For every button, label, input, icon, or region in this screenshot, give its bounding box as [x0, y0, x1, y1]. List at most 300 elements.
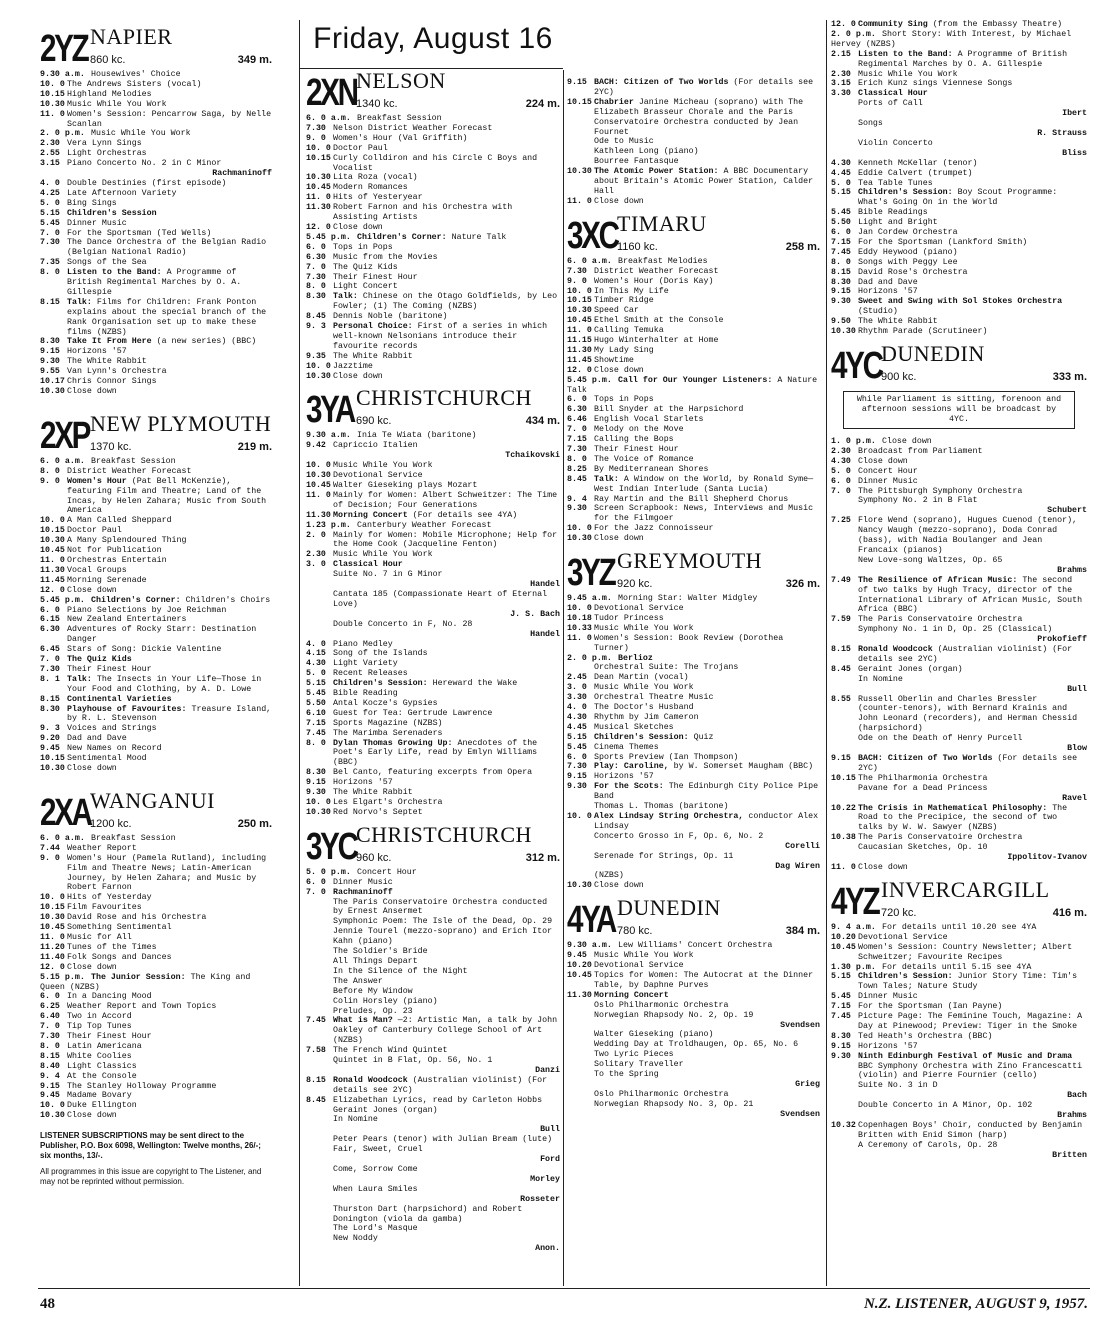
programme-text — [858, 516, 1082, 565]
programme-entry — [306, 1165, 560, 1185]
programme-time: 5.45 — [567, 742, 587, 752]
programme-text — [333, 689, 398, 698]
programme-text — [67, 179, 226, 188]
programme-time: 8.15 — [40, 694, 60, 704]
programme-time: 10.15 — [567, 97, 592, 107]
programme-entry — [831, 923, 1087, 933]
programme-time: 5.15 — [831, 972, 851, 982]
programme-entry — [306, 808, 560, 818]
programme-text — [858, 218, 938, 227]
programme-entry — [40, 1091, 272, 1101]
programme-time: 9.30 — [306, 788, 326, 798]
programme-entry — [306, 669, 560, 679]
programme-time: 10.30 — [567, 881, 592, 891]
programme-entry — [567, 1090, 820, 1120]
programme-text — [67, 744, 162, 753]
programme-entry — [306, 134, 560, 144]
programme-time: 12. 0 — [831, 20, 856, 29]
station-header — [831, 876, 1087, 923]
programme-time: 7.45 — [831, 247, 851, 257]
programme-detail: Bel Canto, featuring excerpts from Opera — [333, 768, 533, 778]
programme-text — [858, 695, 1082, 744]
station-frequency: 1370 kc. — [90, 440, 132, 453]
programme-time: 1.30 p.m. — [831, 962, 876, 972]
composer: Anon. — [535, 1244, 560, 1254]
programme-detail: Their Finest Hour — [594, 445, 679, 454]
programme-entry — [40, 209, 272, 219]
column-1 — [40, 20, 277, 1187]
programme-heading: Children's Session: — [594, 732, 694, 742]
programme-entry — [567, 812, 820, 852]
programme-entry — [831, 1062, 1087, 1102]
programme-entry — [831, 119, 1087, 139]
programme-time: 9.15 — [831, 1041, 851, 1051]
programme-time: 4. 0 — [306, 639, 326, 649]
programme-detail: Jan Cordew Orchestra — [858, 228, 958, 238]
programme-text — [67, 655, 132, 664]
programme-detail: Horizons '57 — [858, 287, 918, 297]
programme-detail: Close down — [594, 881, 644, 891]
programme-detail: At the Console — [67, 1071, 137, 1081]
programme-detail: David Rose and his Orchestra — [67, 913, 207, 923]
programme-time: 9.30 — [40, 357, 60, 367]
composer: Bull — [1067, 684, 1087, 694]
programme-time: 10. 0 — [567, 524, 592, 534]
programme-time: 8. 0 — [306, 282, 326, 292]
programme-detail: Peter Pears (tenor) with Julian Bream (lute) Fair, Sweet, Cruel — [333, 1135, 553, 1155]
programme-time: 12. 0 — [306, 222, 331, 232]
station-callsign: 3YA — [306, 389, 354, 432]
programme-detail: (Studio) — [858, 307, 898, 317]
programme-time: 5.45 p.m. — [40, 595, 85, 605]
programme-time: 10. 0 — [567, 286, 592, 296]
programme-text — [67, 724, 157, 733]
copyright-notice: All programmes in this issue are copyright to The Listener, and may not be reprinted without permission. — [40, 1167, 262, 1187]
programme-text — [594, 336, 718, 345]
programme-text — [67, 1042, 142, 1051]
programme-time: 5. 0 — [831, 178, 851, 188]
programme-text — [333, 1096, 542, 1125]
programme-entry — [40, 219, 272, 229]
programme-detail: A Nature Talk — [567, 375, 823, 395]
programme-time: 10.15 — [567, 296, 592, 306]
programme-detail: by W. Somerset Maugham (BBC) — [673, 762, 814, 772]
programme-text — [858, 179, 933, 188]
programme-detail: Tip Top Tunes — [67, 1022, 132, 1032]
programme-time: 10.15 — [40, 903, 65, 913]
programme-text — [333, 243, 393, 252]
programme-entry — [40, 1072, 272, 1082]
programme-text — [67, 357, 147, 366]
programme-entry — [306, 521, 560, 531]
programme-time: 10.45 — [40, 923, 65, 933]
programme-detail: Women's Session: Book Review (Dorothea Turner) — [594, 633, 789, 653]
programme-detail: Women's Session: Pencarrow Saga, by Nelle Scanlan — [67, 109, 277, 129]
programme-entry — [306, 233, 560, 243]
programme-entry — [40, 576, 272, 586]
programme-detail: For the Sportsman (Ted Wells) — [67, 228, 212, 238]
programme-entry — [40, 724, 272, 734]
footer-rule — [38, 1288, 1090, 1289]
programme-time: 10.30 — [40, 1111, 65, 1121]
programme-entry — [567, 1030, 820, 1089]
programme-detail: The French Wind Quintet Quintet in B Flat, Op. 56, No. 1 — [333, 1046, 493, 1066]
programme-entry — [567, 524, 820, 534]
programme-time: 8.15 — [831, 645, 851, 655]
programme-entry — [306, 372, 560, 382]
programme-heading: Morning Concert — [594, 990, 669, 1000]
programme-text — [333, 669, 408, 678]
programme-entry — [306, 1185, 560, 1205]
programme-detail: Tunes of the Times — [67, 942, 157, 952]
programme-text — [858, 1101, 1032, 1110]
programme-text — [594, 534, 644, 543]
programme-entry — [831, 208, 1087, 218]
programme-text — [594, 614, 664, 623]
composer: Ford — [540, 1155, 560, 1165]
programme-time: 3.15 — [40, 159, 60, 169]
programme-time: 11. 0 — [40, 555, 65, 565]
programme-entry — [567, 504, 820, 524]
programme-time: 5.45 — [306, 689, 326, 699]
station-city: CHRISTCHURCH — [356, 821, 532, 847]
programme-entry — [306, 868, 560, 878]
programme-entry — [306, 709, 560, 719]
programme-text — [333, 739, 542, 768]
programme-entry — [306, 798, 560, 808]
programme-text — [333, 352, 413, 361]
programme-text — [67, 516, 172, 525]
programme-detail: Mainly for Women: Albert Schweitzer: The Time of Decision; Four Generations — [333, 490, 563, 510]
programme-detail: Close down — [858, 456, 908, 466]
programme-time: 9.15 — [40, 1081, 60, 1091]
programme-entry — [306, 640, 560, 650]
programme-time: 10.17 — [40, 377, 65, 387]
programme-entry — [306, 719, 560, 729]
programme-time: 9.15 — [567, 772, 587, 782]
programme-entry — [40, 268, 272, 298]
programme-entry — [831, 695, 1087, 754]
programme-entry — [831, 467, 1087, 477]
station-frequency: 1340 kc. — [356, 98, 398, 110]
programme-time: 9.30 — [831, 297, 851, 307]
programme-entry — [306, 570, 560, 590]
programme-entry — [306, 1076, 560, 1096]
programme-time: 8.25 — [567, 464, 587, 474]
programme-entry — [40, 665, 272, 675]
programme-detail: Melody on the Move — [594, 425, 684, 435]
programme-entry — [306, 203, 560, 223]
programme-detail: Dean Martin (vocal) — [594, 673, 689, 683]
programme-time: 11. 0 — [40, 109, 65, 119]
programme-text — [858, 863, 908, 872]
programme-heading: Ninth Edinburgh Festival of Music and Drama — [858, 1051, 1073, 1061]
station-wavelength: 258 m. — [785, 240, 820, 253]
programme-detail: Ted Heath's Orchestra (BBC) — [858, 1031, 993, 1041]
programme-text — [333, 1205, 527, 1244]
programme-time: 7. 0 — [831, 486, 851, 496]
programme-detail: In This My Life — [594, 286, 669, 296]
programme-time: 2. 0 p.m. — [831, 29, 876, 39]
programme-text — [858, 20, 1062, 29]
programme-entry — [567, 425, 820, 435]
programme-heading: For the Scots: — [594, 782, 669, 792]
programme-entry — [306, 590, 560, 620]
station-header — [40, 410, 272, 457]
station-callsign: 2XN — [306, 72, 357, 114]
programme-text — [594, 455, 694, 464]
station-dunedin-4ya — [567, 897, 820, 1119]
subscription-notice: LISTENER SUBSCRIPTIONS may be sent direct to the Publisher, P.O. Box 6098, Wellington: Twelve months, 26/-; six months, 13/-. — [40, 1131, 261, 1161]
station-header — [567, 548, 820, 595]
composer: Brahms — [1057, 1111, 1087, 1121]
programme-text — [333, 888, 393, 897]
programme-heading: Talk: — [67, 297, 97, 307]
programme-text — [594, 951, 694, 960]
programme-heading: Community Sing — [858, 20, 933, 29]
programme-entry — [40, 457, 272, 467]
programme-detail: Sports Magazine (NZBS) — [333, 718, 443, 728]
programme-entry — [831, 50, 1087, 70]
programme-time: 8. 0 — [306, 738, 326, 748]
programme-entry — [40, 695, 272, 705]
programme-entry — [567, 415, 820, 425]
programme-heading: Take It From Here — [67, 337, 157, 347]
programme-time: 10.30 — [40, 764, 65, 773]
programme-time: 3.30 — [831, 89, 851, 99]
programme-heading: Ronald Woodcock — [858, 645, 938, 655]
programme-detail: District Weather Forecast — [67, 466, 192, 476]
programme-detail: Folk Songs and Dances — [67, 952, 172, 962]
programme-time: 11.45 — [40, 575, 65, 585]
programme-text — [594, 743, 659, 752]
station-header — [567, 210, 820, 257]
programme-time: 11.30 — [306, 510, 331, 520]
programme-text — [858, 287, 918, 296]
programme-entry — [40, 298, 272, 338]
programme-entry — [306, 223, 560, 233]
programme-detail: Films for Children: Frank Ponton explains about the special branch of the Rank Organisation set up to make these films (NZBS) — [67, 297, 272, 337]
programme-time: 7.15 — [567, 435, 587, 445]
programme-heading: Listen to the Band: — [67, 268, 167, 278]
programme-time: 10.30 — [40, 387, 65, 396]
programme-detail: For details until 10.20 see 4YA — [882, 922, 1037, 932]
programme-text — [333, 144, 388, 153]
programme-entry — [40, 973, 272, 993]
programme-text — [858, 169, 973, 178]
programme-time: 10.15 — [40, 526, 65, 536]
programme-time: 7.44 — [40, 843, 60, 853]
composer: Bliss — [1062, 148, 1087, 158]
programme-text — [594, 693, 714, 702]
programme-entry — [567, 316, 820, 326]
programme-detail: (Pat Bell McKenzie), featuring Film and Theatre; Land of the Incas, by Helen Zahara; Music from South America — [67, 476, 272, 516]
programme-time: 10.45 — [567, 970, 592, 980]
programme-heading: The Junior Session: — [91, 972, 191, 982]
programme-detail: Erich Kunz sings Viennese Songs — [858, 79, 1013, 89]
programme-detail: Adventures of Rocky Starr: Destination Danger — [67, 625, 262, 645]
programme-detail: Vocal Groups — [67, 565, 127, 575]
programme-detail: Weather Report and Town Topics — [67, 1002, 217, 1012]
programme-time: 10.45 — [306, 481, 331, 490]
programme-detail: English Vocal Starlets — [594, 415, 704, 425]
programme-text — [333, 640, 393, 649]
programme-time: 8. 0 — [40, 1041, 60, 1051]
programme-entry — [40, 754, 272, 764]
programme-entry — [567, 336, 820, 346]
programme-detail: Flore Wend (soprano), Hugues Cuenod (tenor), Nancy Waugh (mezzo-soprano), Doda Conrad (bass), with Nadia Boulanger and Jean Francaix (pianos) New Love-song Waltzes, Op. 65 — [858, 516, 1078, 565]
programme-entry — [40, 893, 272, 903]
programme-detail: In a Dancing Mood — [67, 992, 152, 1002]
programme-detail: Double Destinies (first episode) — [67, 178, 227, 188]
programme-time: 5. 0 — [40, 198, 60, 208]
programme-detail: Orchestral Theatre Music — [594, 693, 714, 703]
programme-entry — [40, 80, 272, 90]
programme-detail: A Programme of British Regimental Marches by O. A. Gillespie — [858, 49, 1073, 69]
programme-detail: The Paris Conservatoire Orchestra conducted by Ernest Ansermet Symphonic Poem: The Isle of the Dead, Op. 29 Jennie Tourel (mezzo-soprano) and Erich Itor Kahn (piano) The Soldier's Bride All Things Depart In the Silence of the Night The Answer Before My Window Colin Horsley (piano) Preludes, Op. 23 — [333, 897, 553, 1016]
programme-time: 9.55 — [40, 367, 60, 377]
programme-text — [67, 100, 167, 109]
programme-time: 9. 3 — [306, 322, 326, 332]
programme-text — [594, 772, 654, 781]
programme-heading: Call for Our Younger Listeners: — [618, 375, 778, 385]
programme-entry — [306, 898, 560, 1017]
programme-detail: For details until 5.15 see 4YA — [882, 962, 1032, 972]
programme-entry — [567, 296, 820, 306]
programme-text — [594, 316, 723, 325]
programme-entry — [567, 78, 820, 98]
programme-text — [333, 1185, 418, 1194]
programme-entry — [831, 278, 1087, 288]
programme-entry — [567, 98, 820, 167]
programme-entry — [40, 1002, 272, 1012]
programme-time: 10.30 — [40, 536, 65, 546]
programme-text — [858, 70, 958, 79]
programme-time: 9.15 — [831, 287, 851, 297]
programme-time: 2. 0 — [306, 530, 326, 540]
programme-text — [594, 971, 818, 990]
programme-time: 1.23 p.m. — [306, 520, 351, 530]
programme-entry — [567, 445, 820, 455]
programme-entry — [831, 457, 1087, 467]
programme-time: 10.15 — [831, 773, 856, 783]
programme-entry — [40, 100, 272, 110]
programme-time: 5.50 — [306, 698, 326, 708]
programme-detail: Breakfast Session — [91, 456, 176, 466]
programme-text — [67, 1082, 216, 1091]
programme-detail: Their Finest Hour — [67, 664, 152, 674]
programme-time: 6. 0 a.m. — [306, 114, 351, 123]
programme-detail: Double Concerto in F, No. 28 — [333, 619, 473, 629]
programme-time: 8.15 — [40, 1051, 60, 1061]
programme-text — [594, 673, 689, 682]
programme-time: 4.30 — [831, 158, 851, 168]
programme-time: 6. 0 — [40, 605, 60, 615]
programme-detail: Devotional Service — [594, 603, 684, 613]
programme-time: 8.30 — [831, 1031, 851, 1041]
programme-text — [594, 415, 704, 424]
programme-detail: Guest for Tea: Gertrude Lawrence — [333, 708, 493, 718]
programme-text — [67, 1062, 137, 1071]
composer: Handel — [530, 580, 560, 590]
programme-entry — [306, 768, 560, 778]
programme-entry — [567, 961, 820, 971]
programme-heading: BACH: Citizen of Two Worlds — [594, 78, 734, 87]
programme-entry — [306, 124, 560, 134]
programme-entry — [40, 606, 272, 616]
parliament-notice: While Parliament is sitting, forenoon and afternoon sessions will be broadcast by 4YC. — [843, 391, 1075, 429]
programme-entry — [306, 729, 560, 739]
programme-text — [594, 961, 684, 970]
programme-detail: The Quiz Kids — [333, 262, 398, 272]
programme-time: 7.49 — [831, 575, 851, 585]
programme-time: 10.45 — [40, 546, 65, 556]
programme-detail: Geraint Jones (organ) In Nomine — [858, 664, 963, 684]
programme-detail: Rhythm Parade (Scrutineer) — [858, 327, 988, 337]
programme-text — [333, 471, 423, 480]
programme-time: 3. 0 — [567, 683, 587, 693]
programme-entry — [40, 1022, 272, 1032]
programme-detail: Junior Story Time: Tim's Town Tales; Nature Study — [858, 972, 1083, 992]
programme-detail: Timber Ridge — [594, 296, 654, 306]
programme-entry — [567, 614, 820, 624]
programme-detail: Walter Gieseking (piano) Wedding Day at Troldhaugen, Op. 65, No. 6 Two Lyric Pieces Solitary Traveller To the Spring — [594, 1030, 799, 1080]
station-city: WANGANUI — [90, 787, 215, 813]
programme-detail: The Philharmonia Orchestra Pavane for a Dead Princess — [858, 773, 988, 793]
programme-time: 11. 0 — [306, 193, 331, 203]
programme-text — [858, 774, 987, 793]
station-callsign: 3XC — [567, 214, 618, 257]
programme-text — [333, 778, 393, 787]
programme-entry — [831, 516, 1087, 575]
programme-text — [67, 139, 142, 148]
programme-entry — [40, 90, 272, 100]
programme-entry — [567, 455, 820, 465]
programme-entry — [567, 306, 820, 316]
station-city: DUNEDIN — [617, 895, 721, 921]
programme-entry — [567, 673, 820, 683]
programme-text — [67, 992, 152, 1001]
station-header — [306, 821, 560, 868]
programme-time: 5.45 — [40, 218, 60, 228]
programme-detail: Music While You Work — [333, 461, 433, 471]
programme-entry — [831, 576, 1087, 616]
programme-detail: Dinner Music — [858, 992, 918, 1002]
programme-time: 9.50 — [831, 317, 851, 327]
programme-detail: Bible Reading — [333, 689, 398, 699]
programme-text — [594, 604, 684, 613]
station-callsign: 4YC — [831, 345, 882, 387]
programme-time: 5.45 — [831, 992, 851, 1002]
programme-detail: The Paris Conservatoire Orchestra Symphony No. 1 in D, Op. 25 (Classical) — [858, 615, 1053, 635]
programme-entry — [567, 495, 820, 505]
programme-time: 5.15 p.m. — [40, 972, 85, 982]
programme-time: 6. 0 a.m. — [40, 833, 85, 843]
programme-entry — [831, 238, 1087, 248]
programme-detail: Hits of Yesterday — [67, 893, 152, 903]
programme-text — [67, 90, 152, 99]
programme-detail: BBC Symphony Orchestra with Zino Francescatti (violin) and Pierre Fournier (cello) Suite No. 3 in D — [858, 1061, 1083, 1091]
programme-detail: Violin Concerto — [858, 138, 933, 148]
programme-entry — [306, 461, 560, 471]
programme-text — [333, 461, 433, 470]
programme-detail: Hugo Winterhalter at Home — [594, 336, 719, 346]
programme-time: 11. 0 — [567, 326, 592, 336]
programme-text — [858, 50, 1072, 69]
programme-time: 6. 0 a.m. — [567, 256, 612, 266]
programme-text — [67, 943, 157, 952]
programme-detail: Late Afternoon Variety — [67, 188, 177, 198]
